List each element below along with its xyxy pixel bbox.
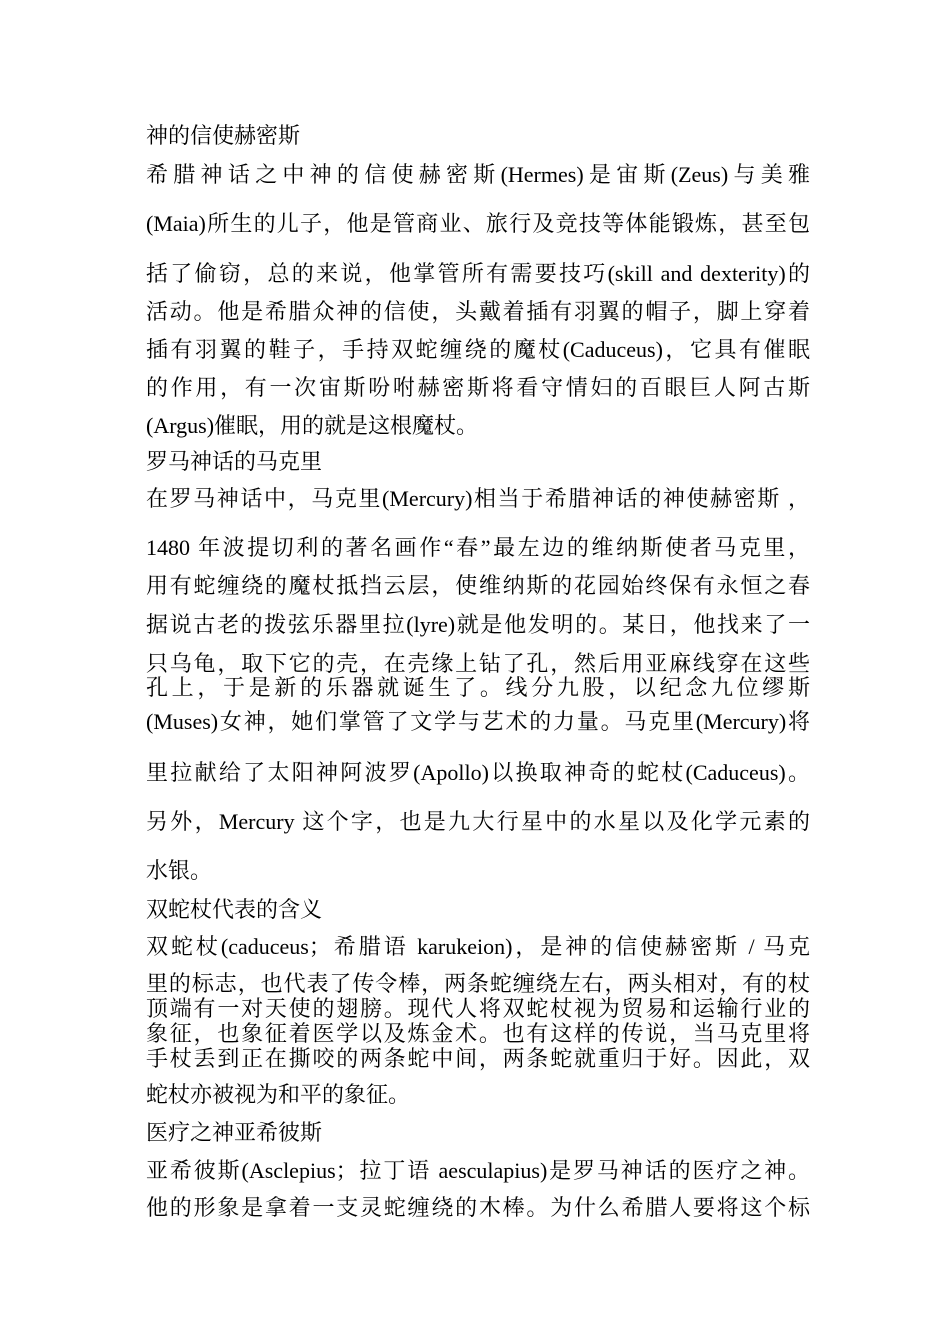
paragraph-line: 顶端有一对天使的翅膀。现代人将双蛇杖视为贸易和运输行业的 xyxy=(146,996,810,1021)
paragraph-line: (Muses)女神，她们掌管了文学与艺术的力量。马克里(Mercury)将 xyxy=(146,709,810,734)
paragraph-line: 亚希彼斯(Asclepius；拉丁语 aesculapius)是罗马神话的医疗之神。 xyxy=(146,1158,810,1183)
section-heading: 医疗之神亚希彼斯 xyxy=(146,1120,323,1145)
paragraph-line: 用有蛇缠绕的魔杖抵挡云层，使维纳斯的花园始终保有永恒之春 xyxy=(146,573,810,598)
paragraph-line: 括了偷窃，总的来说，他掌管所有需要技巧(skill and dexterity)的 xyxy=(146,261,810,286)
paragraph-line: 的作用，有一次宙斯吩咐赫密斯将看守情妇的百眼巨人阿古斯 xyxy=(146,375,810,400)
paragraph-line: 1480 年波提切利的著名画作“春”最左边的维纳斯使者马克里， xyxy=(146,535,810,560)
paragraph-line: 另外，Mercury 这个字，也是九大行星中的水星以及化学元素的 xyxy=(146,809,810,834)
paragraph-line: 蛇杖亦被视为和平的象征。 xyxy=(146,1082,411,1107)
paragraph-line: 据说古老的拨弦乐器里拉(lyre)就是他发明的。某日，他找来了一 xyxy=(146,612,810,637)
paragraph-line: 孔上，于是新的乐器就诞生了。线分九股，以纪念九位缪斯 xyxy=(146,675,810,700)
paragraph-line: 双蛇杖(caduceus；希腊语 karukeion)，是神的信使赫密斯 / 马克 xyxy=(146,934,810,959)
paragraph-line: (Argus)催眠，用的就是这根魔杖。 xyxy=(146,413,479,438)
paragraph-line: 只乌龟，取下它的壳，在壳缘上钻了孔，然后用亚麻线穿在这些 xyxy=(146,651,810,676)
paragraph-line: 在罗马神话中，马克里(Mercury)相当于希腊神话的神使赫密斯 ， xyxy=(146,486,810,511)
paragraph-line: 水银。 xyxy=(146,858,213,883)
section-heading: 双蛇杖代表的含义 xyxy=(146,897,323,922)
paragraph-line: 希腊神话之中神的信使赫密斯(Hermes)是宙斯(Zeus)与美雅 xyxy=(146,162,810,187)
paragraph-line: 里拉献给了太阳神阿波罗(Apollo)以换取神奇的蛇杖(Caduceus)。 xyxy=(146,760,810,785)
paragraph-line: 手杖丢到正在撕咬的两条蛇中间，两条蛇就重归于好。因此，双 xyxy=(146,1046,810,1071)
paragraph-line: 里的标志，也代表了传令棒，两条蛇缠绕左右，两头相对，有的杖 xyxy=(146,971,810,996)
paragraph-line: 活动。他是希腊众神的信使，头戴着插有羽翼的帽子，脚上穿着 xyxy=(146,299,810,324)
paragraph-line: 插有羽翼的鞋子，手持双蛇缠绕的魔杖(Caduceus)，它具有催眠 xyxy=(146,337,810,362)
paragraph-line: (Maia)所生的儿子，他是管商业、旅行及竞技等体能锻炼，甚至包 xyxy=(146,211,810,236)
paragraph-line: 他的形象是拿着一支灵蛇缠绕的木棒。为什么希腊人要将这个标 xyxy=(146,1195,810,1220)
section-heading: 神的信使赫密斯 xyxy=(146,123,301,148)
paragraph-line: 象征，也象征着医学以及炼金术。也有这样的传说，当马克里将 xyxy=(146,1021,810,1046)
section-heading: 罗马神话的马克里 xyxy=(146,449,323,474)
